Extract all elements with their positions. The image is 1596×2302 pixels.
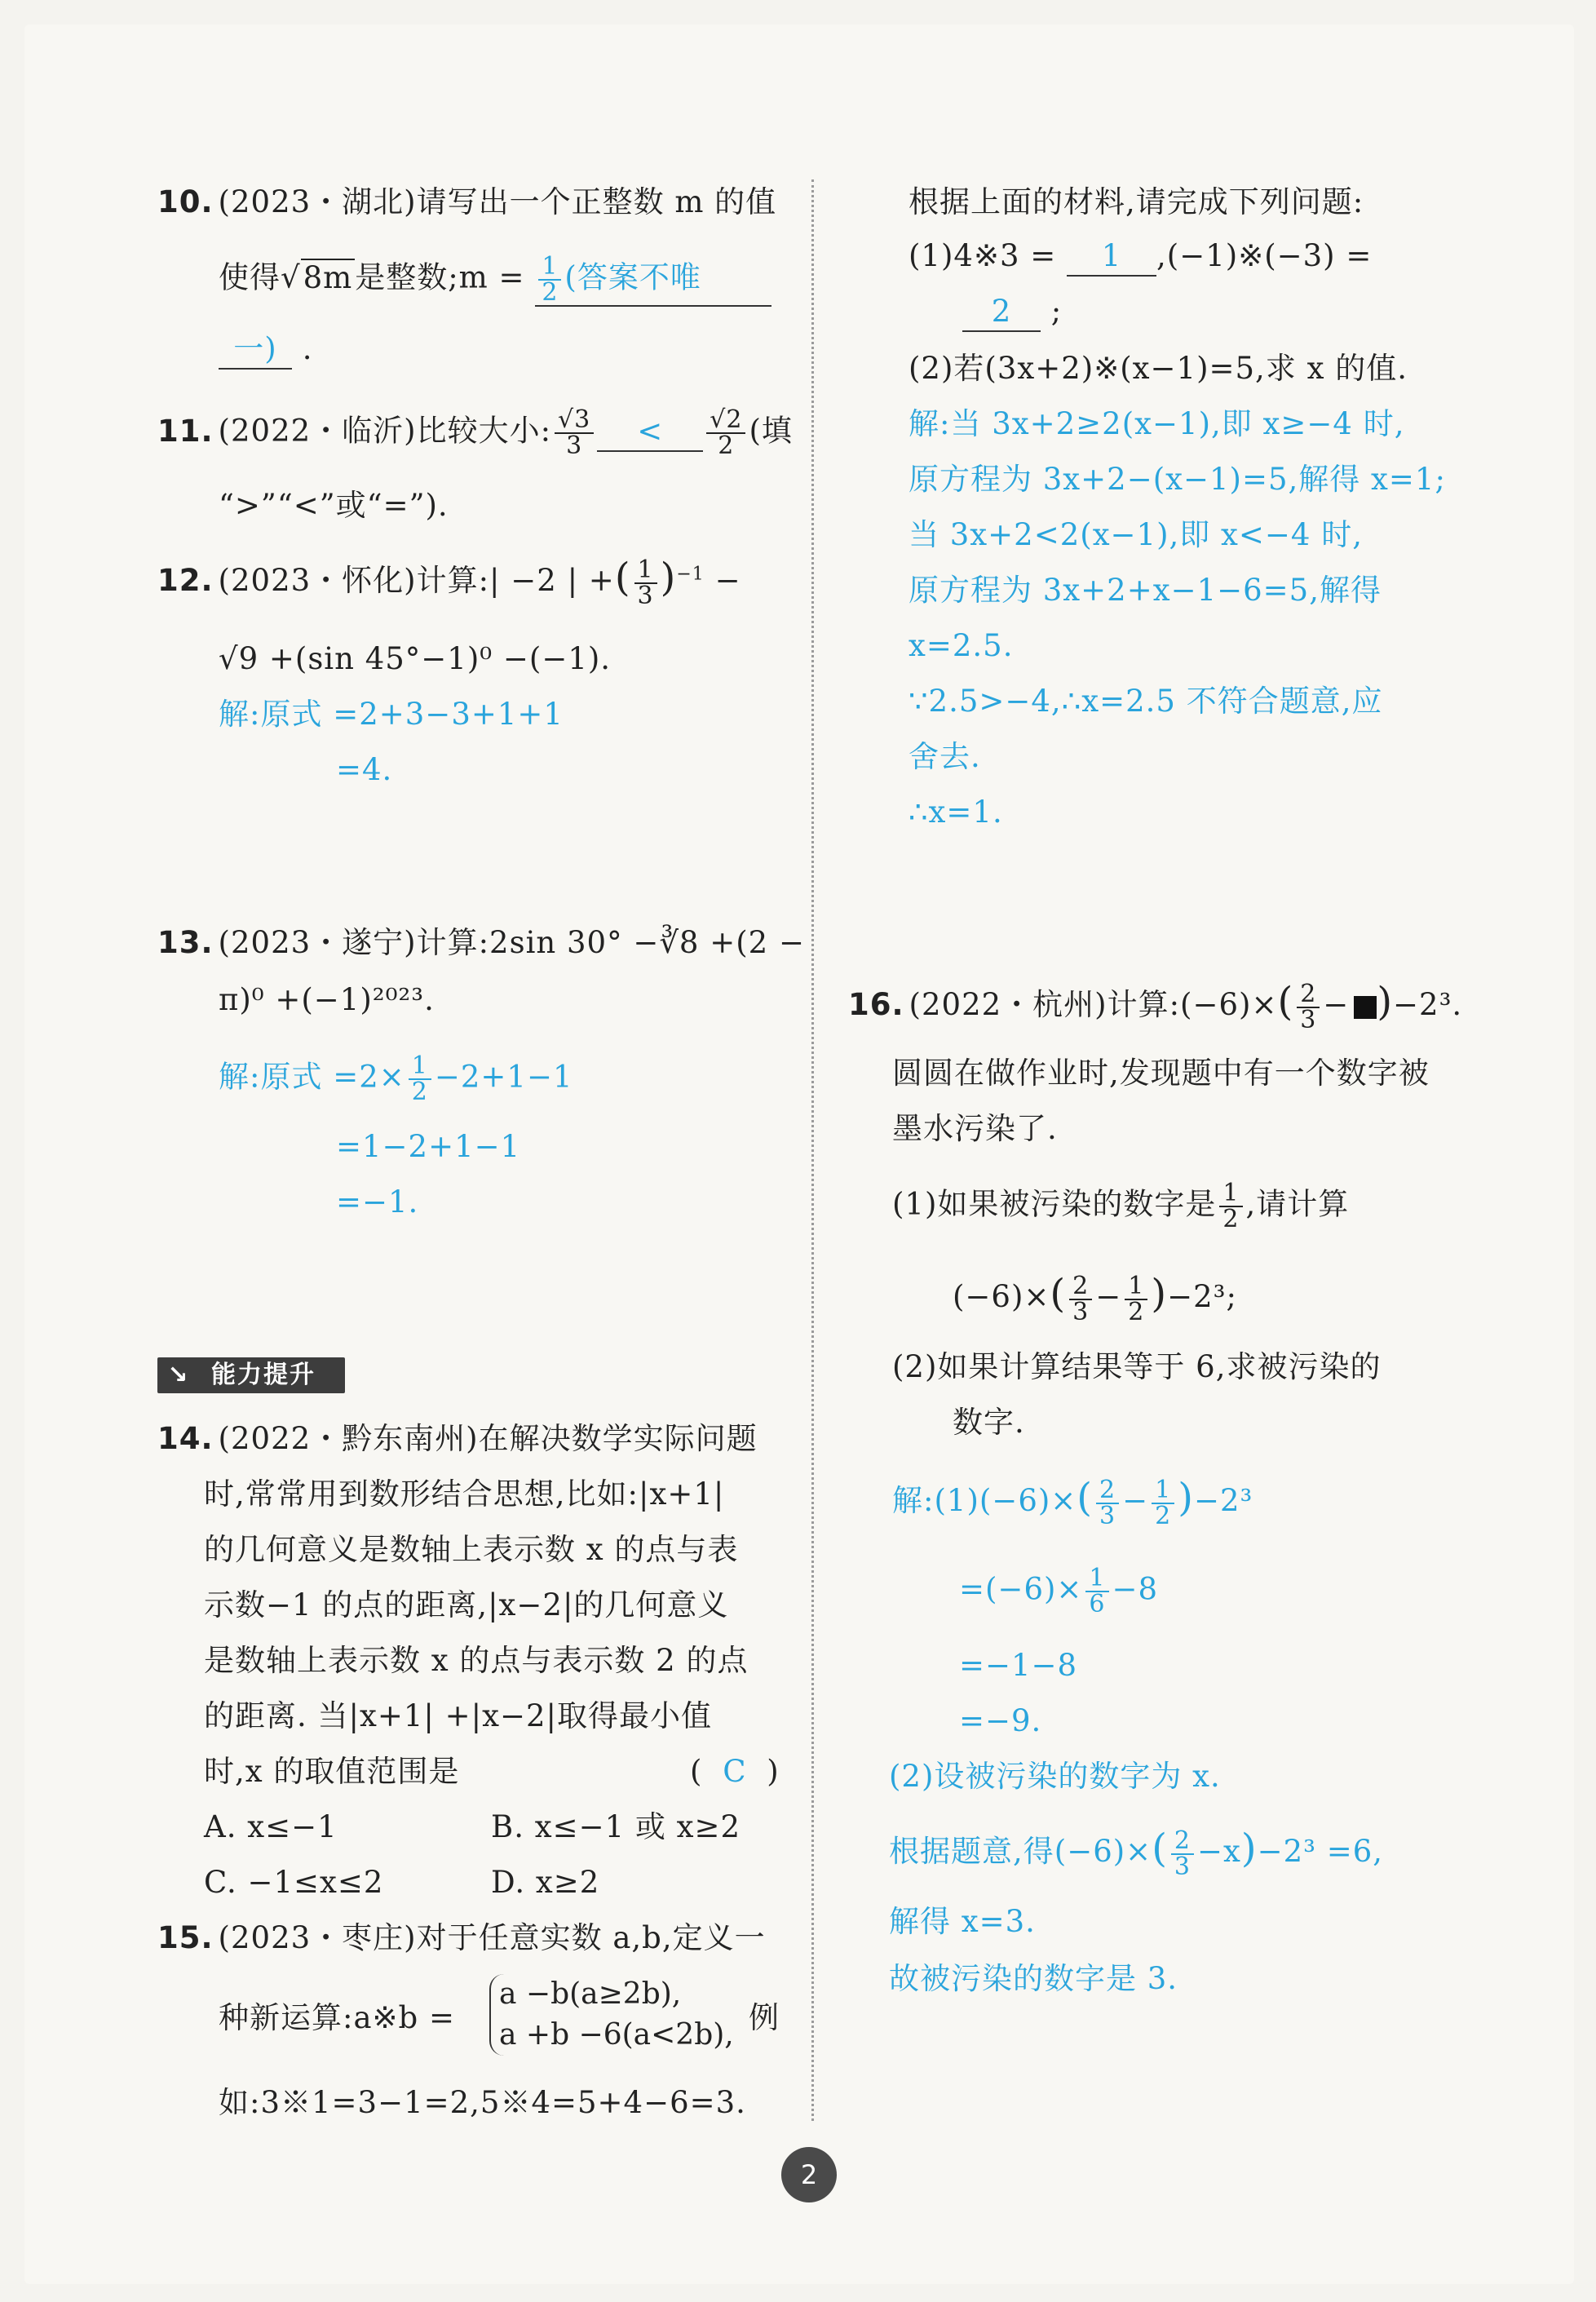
q16-part1-expr: (−6)×( $\frac{2}{3}$ − $\frac{1}{2}$ )−2³; — [953, 1271, 1237, 1326]
q13-solution-3: =−1. — [336, 1184, 419, 1220]
q15-solution-3: 当 3x+2<2(x−1),即 x<−4 时, — [909, 517, 1363, 552]
page-number: 2 — [781, 2147, 837, 2202]
q10-answer-blank: $\frac{1}{2}$ (答案不唯 — [535, 255, 771, 307]
q10-line3: 一) . — [219, 328, 313, 370]
q15-solution-2: 原方程为 3x+2−(x−1)=5,解得 x=1; — [909, 462, 1446, 497]
q16-line1: 16. (2022・杭州)计算:(−6)×( $\frac{2}{3}$ − )−2³. — [848, 979, 1463, 1034]
q16-solution-2: =(−6)× $\frac{1}{6}$ −8 — [959, 1564, 1159, 1618]
q16-solution-3: =−1−8 — [959, 1648, 1078, 1683]
q14-answer: C — [723, 1754, 747, 1789]
q15-solution-4: 原方程为 3x+2+x−1−6=5,解得 — [909, 573, 1382, 608]
q15-part1-blank2: 2 — [962, 293, 1041, 332]
q16-part2: (2)如果计算结果等于 6,求被污染的 — [892, 1349, 1382, 1384]
q11-line2: “>”“<”或“=”). — [219, 488, 449, 523]
q15-line1: 15. (2023・枣庄)对于任意实数 a,b,定义一 — [157, 1920, 766, 1955]
q16-solution-6: 根据题意,得(−6)×( $\frac{2}{3}$ −x)−2³ =6, — [889, 1826, 1384, 1881]
q14-line4: 示数−1 的点的距离,|x−2|的几何意义 — [204, 1587, 729, 1622]
section-header-ability: ↘ 能力提升 — [157, 1357, 345, 1393]
q16-part1: (1)如果被污染的数字是 $\frac{1}{2}$ ,请计算 — [892, 1179, 1350, 1233]
q16-line2: 圆圆在做作业时,发现题中有一个数字被 — [892, 1056, 1430, 1091]
ink-blot-square — [1354, 996, 1377, 1019]
q14-option-d: D. x≥2 — [491, 1865, 600, 1900]
q16-solution-4: =−9. — [959, 1703, 1042, 1738]
q16-solution-1: 解:(1)(−6)×( $\frac{2}{3}$ − $\frac{1}{2}$ )−2³ — [892, 1475, 1253, 1530]
q15-piecewise-brace: a −b(a≥2b), a +b −6(a<2b), — [484, 1974, 734, 2056]
q11-line1: 11. (2022・临沂)比较大小: $\frac{√3}{3}$ < $\frac{√2}{2}$ (填 — [157, 405, 793, 460]
q15-part1: (1)4※3 = 1 ,(−1)※(−3) = — [909, 235, 1372, 277]
q15-line2: 种新运算:a※b = — [219, 2000, 455, 2035]
q14-line1: 14. (2022・黔东南州)在解决数学实际问题 — [157, 1421, 758, 1456]
q14-line5: 是数轴上表示数 x 的点与表示数 2 的点 — [204, 1643, 749, 1678]
q14-option-b: B. x≤−1 或 x≥2 — [491, 1809, 741, 1844]
q16-line3: 墨水污染了. — [892, 1111, 1058, 1146]
column-divider — [811, 179, 814, 2121]
q10-line2: 使得√8m是整数;m = $\frac{1}{2}$ (答案不唯 — [219, 255, 771, 307]
arrow-icon: ↘ — [167, 1361, 188, 1389]
q14-option-c: C. −1≤x≤2 — [204, 1865, 384, 1900]
q12-line2: √9 +(sin 45°−1)⁰ −(−1). — [219, 641, 612, 676]
q13-solution-1: 解:原式 =2× $\frac{1}{2}$ −2+1−1 — [219, 1051, 573, 1106]
right-intro: 根据上面的材料,请完成下列问题: — [909, 184, 1364, 219]
q11-answer-blank: < — [597, 413, 703, 452]
q15-part2: (2)若(3x+2)※(x−1)=5,求 x 的值. — [909, 351, 1408, 386]
q14-line3: 的几何意义是数轴上表示数 x 的点与表 — [204, 1532, 739, 1567]
q16-solution-5: (2)设被污染的数字为 x. — [889, 1759, 1221, 1794]
q16-part2-cont: 数字. — [953, 1405, 1025, 1440]
q14-line6: 的距离. 当|x+1| +|x−2|取得最小值 — [204, 1698, 712, 1733]
q15-solution-5: x=2.5. — [909, 628, 1014, 663]
q15-part1-blank1: 1 — [1067, 237, 1156, 277]
q10-number: 10. — [157, 184, 214, 219]
q15-solution-8: ∴x=1. — [909, 795, 1003, 830]
q15-part1-cont: 2 ; — [962, 290, 1062, 333]
q14-answer-paren: ( C ) — [690, 1754, 780, 1789]
q13-solution-2: =1−2+1−1 — [336, 1129, 521, 1164]
q16-solution-7: 解得 x=3. — [889, 1904, 1036, 1939]
q15-solution-1: 解:当 3x+2≥2(x−1),即 x≥−4 时, — [909, 406, 1405, 441]
q13-line2: π)⁰ +(−1)²⁰²³. — [219, 982, 435, 1017]
q12-solution-1: 解:原式 =2+3−3+1+1 — [219, 697, 564, 732]
q15-solution-7: 舍去. — [909, 739, 981, 774]
q15-solution-6: ∵2.5>−4,∴x=2.5 不符合题意,应 — [909, 684, 1383, 719]
q16-solution-8: 故被污染的数字是 3. — [889, 1961, 1178, 1996]
q12-line1: 12. (2023・怀化)计算:| −2 | +( $\frac{1}{3}$ )$^{-1}$ − — [157, 555, 741, 610]
q12-solution-2: =4. — [336, 752, 393, 787]
q14-line7: 时,x 的取值范围是 — [204, 1754, 460, 1789]
q14-option-a: A. x≤−1 — [204, 1809, 338, 1844]
q13-line1: 13. (2023・遂宁)计算:2sin 30° −∛8 +(2 − — [157, 925, 805, 960]
q10-line1: 10. (2023・湖北)请写出一个正整数 m 的值 — [157, 184, 777, 219]
q15-line3: 如:3※1=3−1=2,5※4=5+4−6=3. — [219, 2085, 746, 2120]
q15-line2-tail: 例 — [749, 2000, 780, 2035]
q14-line2: 时,常常用到数形结合思想,比如:|x+1| — [204, 1476, 725, 1512]
